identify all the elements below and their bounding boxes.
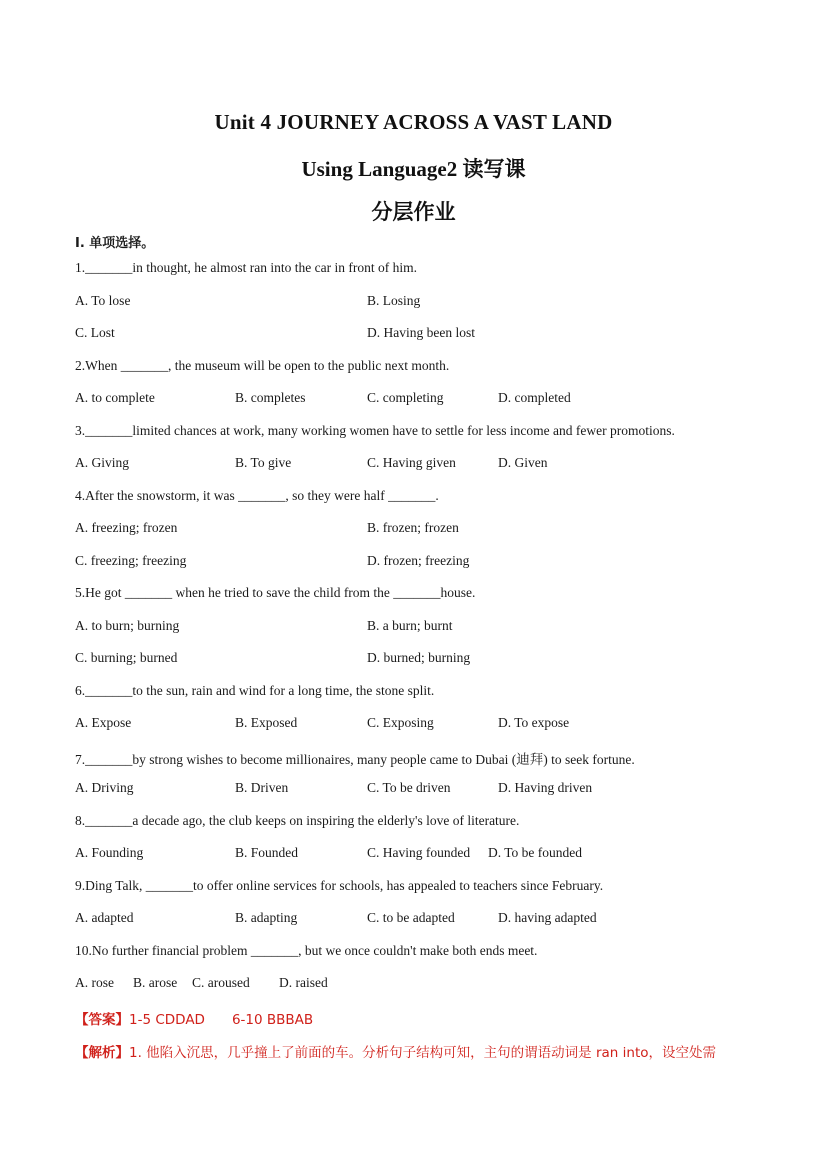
question-stem: 3._______limited chances at work, many working women have to settle for less income and fewer promotions. (75, 423, 675, 438)
option-b: B. To give (235, 455, 292, 470)
option-d: D. Having been lost (367, 325, 475, 340)
option-d: D. To be founded (488, 845, 583, 860)
question-stem: 6._______to the sun, rain and wind for a long time, the stone split. (75, 683, 435, 698)
option-c: C. freezing; freezing (75, 553, 187, 568)
question-stem: 4.After the snowstorm, it was _______, so they were half _______. (75, 488, 439, 503)
option-d: D. having adapted (498, 910, 597, 925)
answer-text: 1-5 CDDAD 6-10 BBBAB (129, 1012, 314, 1028)
question-stem: 8._______a decade ago, the club keeps on inspiring the elderly's love of literature. (75, 813, 520, 828)
question-stem: 7._______by strong wishes to become millionaires, many people came to Dubai (迪拜) to seek fortune. (75, 752, 635, 767)
option-c: C. Having founded (367, 845, 471, 860)
option-c: C. Exposing (367, 715, 434, 730)
option-c: C. burning; burned (75, 650, 178, 665)
option-b: B. arose (133, 975, 178, 990)
option-b: B. a burn; burnt (367, 618, 453, 633)
option-d: D. frozen; freezing (367, 553, 470, 568)
option-a: A. Giving (75, 455, 129, 470)
option-a: A. to complete (75, 390, 155, 405)
option-d: D. burned; burning (367, 650, 471, 665)
option-d: D. Having driven (498, 780, 593, 795)
option-b: B. Exposed (235, 715, 298, 730)
option-a: A. rose (75, 975, 114, 990)
option-a: A. Founding (75, 845, 144, 860)
option-a: A. adapted (75, 910, 134, 925)
unit-title: Unit 4 JOURNEY ACROSS A VAST LAND (214, 110, 613, 134)
analysis-text: 1. 他陷入沉思，几乎撞上了前面的车。分析句子结构可知，主句的谓语动词是 ran into，设空处需 (129, 1045, 716, 1061)
option-d: D. raised (279, 975, 328, 990)
option-c: C. completing (367, 390, 444, 405)
analysis-label: 【解析】 (75, 1045, 129, 1061)
option-b: B. Losing (367, 293, 421, 308)
section-heading: I. 单项选择。 (75, 236, 155, 251)
option-c: C. aroused (192, 975, 250, 990)
option-a: A. Expose (75, 715, 132, 730)
answer-line (75, 1008, 313, 1028)
answer-label: 【答案】 (75, 1012, 129, 1028)
lesson-title: Using Language2 读写课 (301, 157, 526, 181)
question-stem: 9.Ding Talk, _______to offer online services for schools, has appealed to teachers since February. (75, 878, 604, 893)
option-d: D. To expose (498, 715, 570, 730)
option-b: B. completes (235, 390, 306, 405)
homework-title: 分层作业 (371, 200, 456, 224)
question-stem: 2.When _______, the museum will be open to the public next month. (75, 358, 450, 373)
option-b: B. adapting (235, 910, 298, 925)
option-d: D. completed (498, 390, 571, 405)
option-b: B. Driven (235, 780, 289, 795)
option-a: A. to burn; burning (75, 618, 180, 633)
question-stem: 10.No further financial problem _______, but we once couldn't make both ends meet. (75, 943, 538, 958)
option-a: A. freezing; frozen (75, 520, 178, 535)
question-stem: 1._______in thought, he almost ran into the car in front of him. (75, 260, 417, 275)
option-a: A. Driving (75, 780, 134, 795)
option-c: C. to be adapted (367, 910, 455, 925)
option-c: C. Lost (75, 325, 115, 340)
option-a: A. To lose (75, 293, 131, 308)
option-b: B. Founded (235, 845, 299, 860)
option-b: B. frozen; frozen (367, 520, 459, 535)
option-d: D. Given (498, 455, 548, 470)
option-c: C. Having given (367, 455, 456, 470)
analysis-line (75, 1041, 755, 1061)
question-stem: 5.He got _______ when he tried to save the child from the _______house. (75, 585, 476, 600)
option-c: C. To be driven (367, 780, 451, 795)
